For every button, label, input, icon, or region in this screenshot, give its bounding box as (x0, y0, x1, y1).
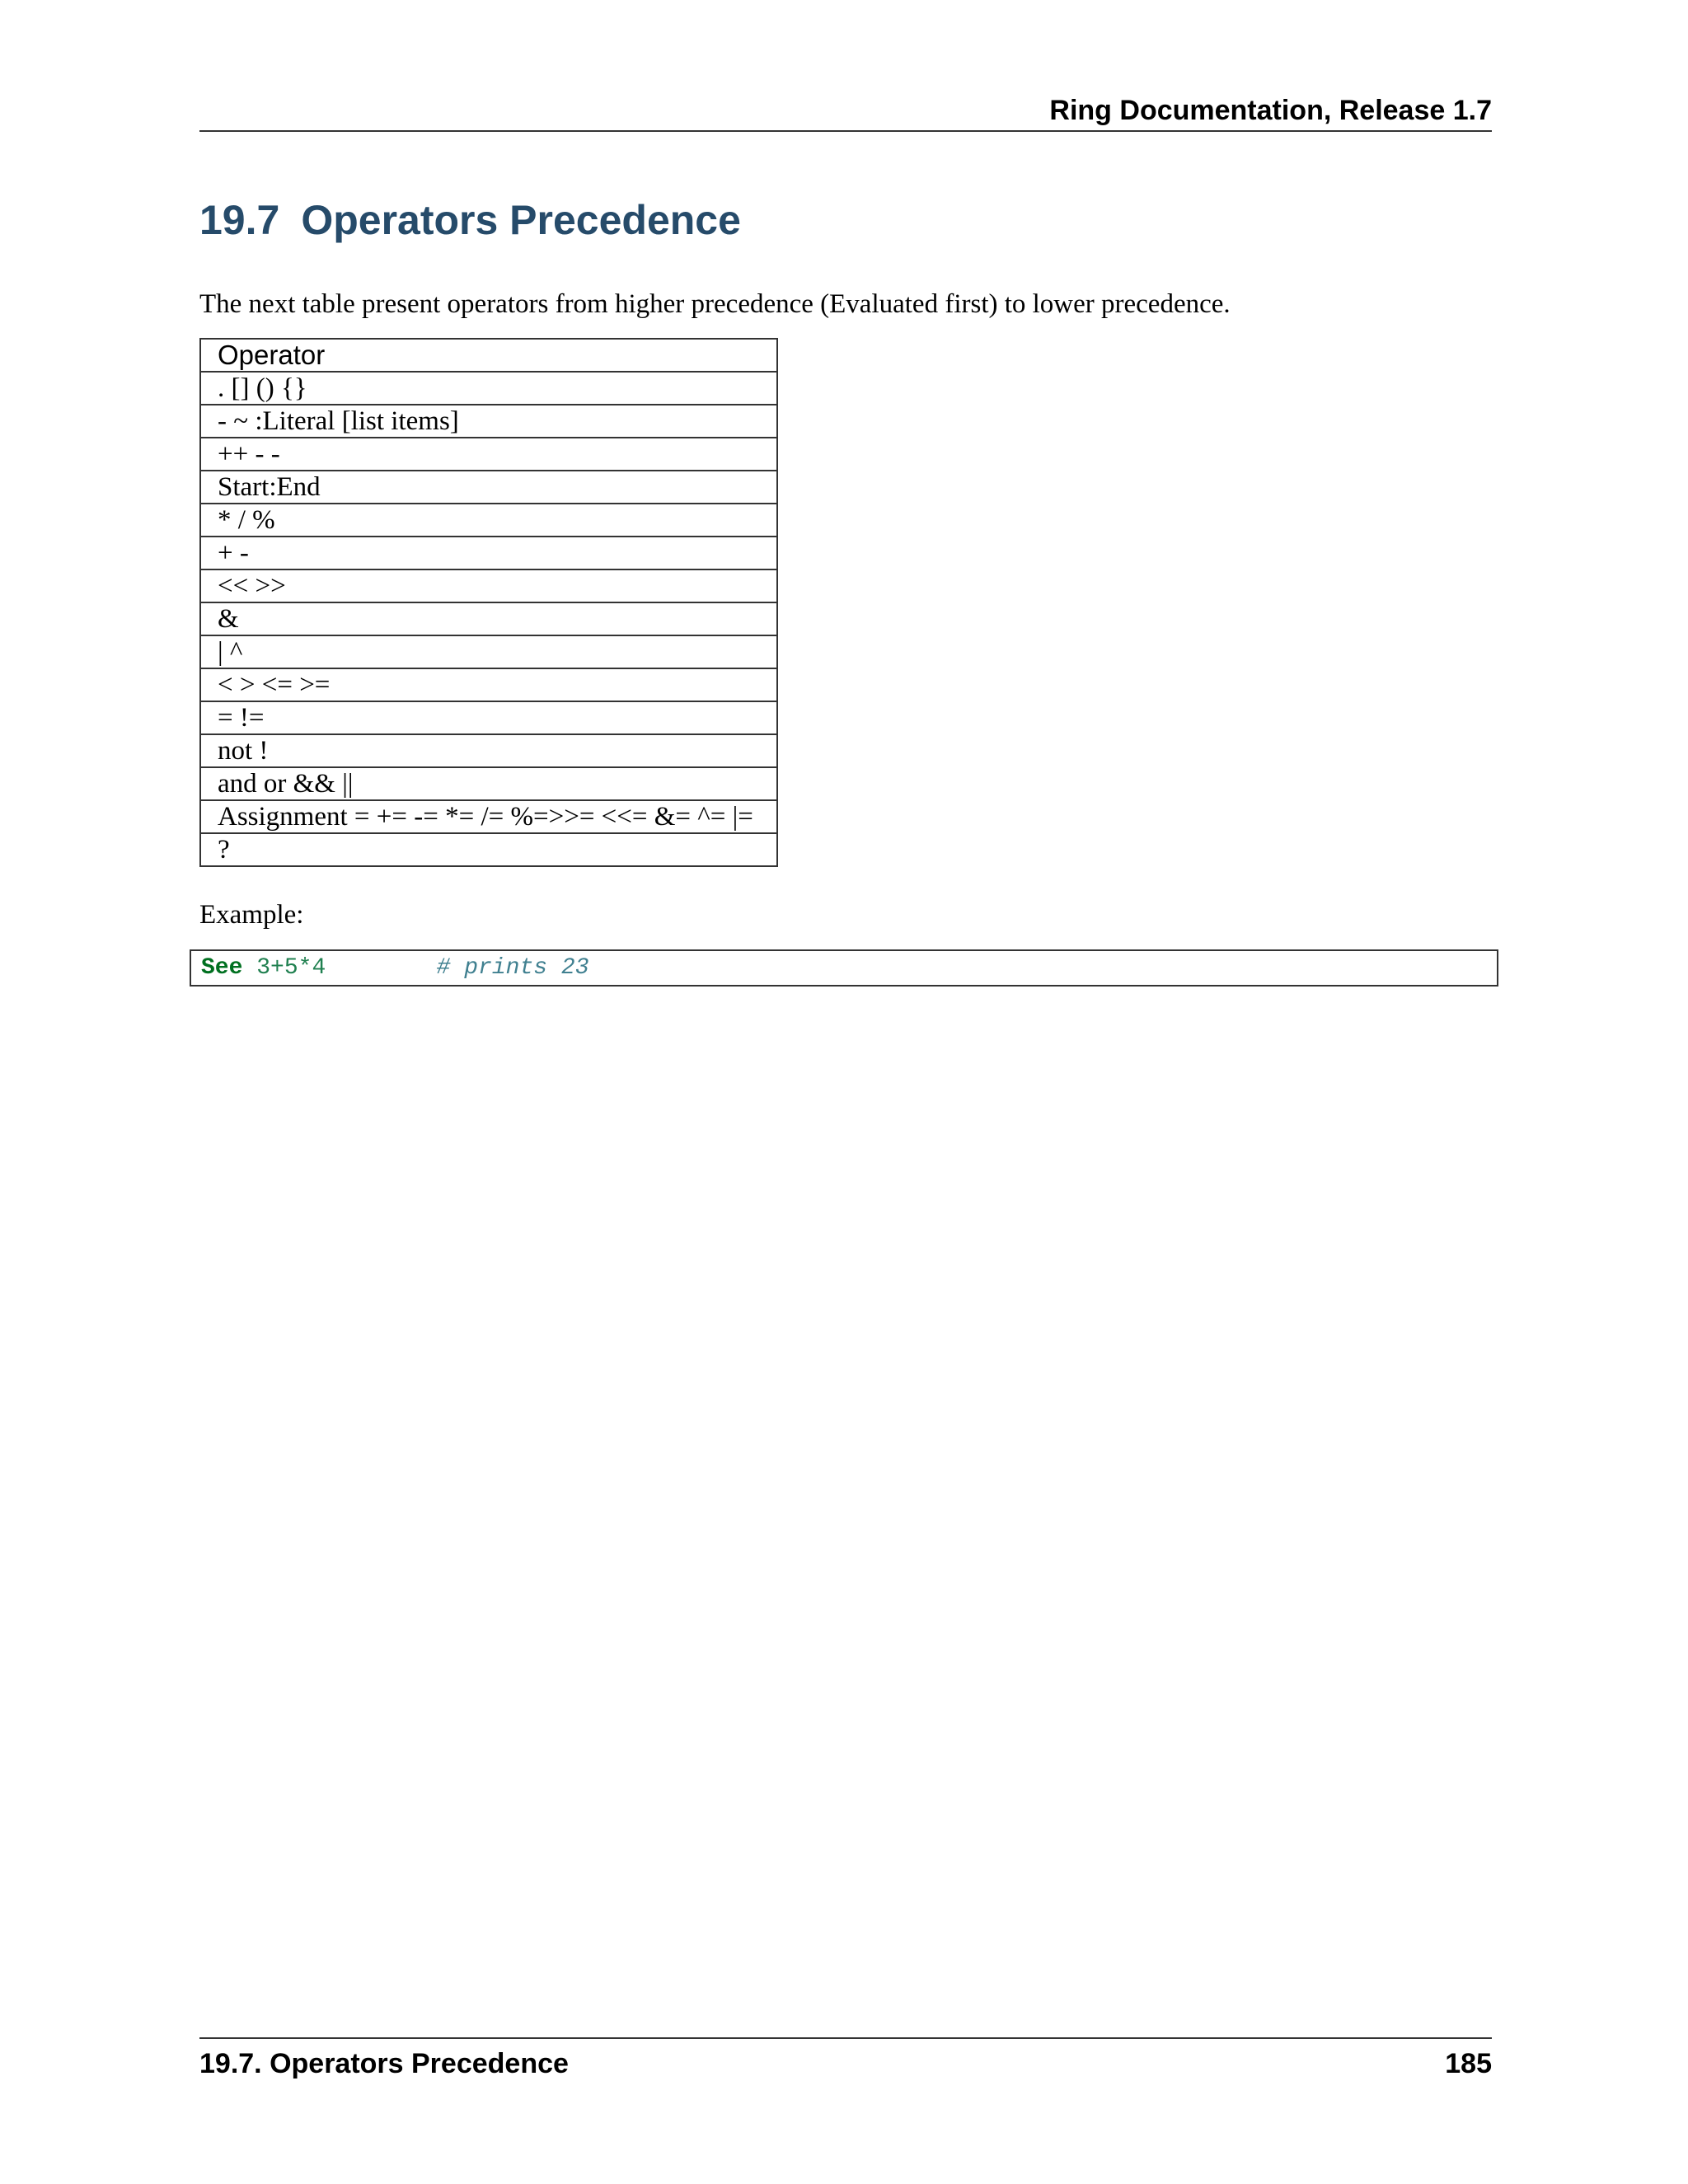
operator-cell: - ~ :Literal [list items] (200, 405, 777, 438)
table-row (200, 701, 777, 734)
operator-cell: + - (200, 537, 777, 569)
page-footer (199, 2037, 1492, 2088)
operator-cell: . [] () {} (200, 372, 777, 405)
section-number: 19.7 (199, 197, 280, 243)
table-row (200, 635, 777, 668)
table-row (200, 438, 777, 471)
operators-table (199, 338, 778, 867)
table-row (200, 471, 777, 504)
operator-cell: ++ - - (200, 438, 777, 471)
table-row (200, 405, 777, 438)
operator-cell: = != (200, 701, 777, 734)
operator-cell: ? (200, 833, 777, 866)
table-row (200, 537, 777, 569)
code-block (190, 949, 1498, 987)
operator-cell: and or && || (200, 767, 777, 800)
table-row (200, 602, 777, 635)
table-row (200, 734, 777, 767)
operator-cell: | ^ (200, 635, 777, 668)
operator-cell: Assignment = += -= *= /= %=>>= <<= &= ^= |= (200, 800, 777, 833)
table-row (200, 372, 777, 405)
operator-cell: * / % (200, 504, 777, 537)
section-title: Operators Precedence (301, 197, 741, 243)
column-header-operator: Operator (200, 339, 777, 372)
page-number: 185 (1445, 2048, 1492, 2079)
table-row (200, 800, 777, 833)
intro-paragraph: The next table present operators from higher precedence (Evaluated first) to lower precedence. (199, 289, 1231, 319)
document-title: Ring Documentation, Release 1.7 (1049, 95, 1492, 126)
footer-section-title: 19.7. Operators Precedence (199, 2048, 569, 2079)
example-label: Example: (199, 900, 304, 930)
page-header (199, 92, 1492, 132)
operator-cell: << >> (200, 569, 777, 602)
operator-cell: Start:End (200, 471, 777, 504)
table-row (200, 767, 777, 800)
operator-cell: not ! (200, 734, 777, 767)
operator-cell: < > <= >= (200, 668, 777, 701)
operator-cell: & (200, 602, 777, 635)
table-row (200, 504, 777, 537)
code-expression: 3+5*4 (256, 955, 326, 981)
code-comment: # prints 23 (436, 955, 589, 981)
table-header-row (200, 339, 777, 372)
table-row (200, 569, 777, 602)
table-row (200, 668, 777, 701)
table-row (200, 833, 777, 866)
code-keyword: See (201, 955, 243, 981)
section-heading (199, 191, 741, 249)
